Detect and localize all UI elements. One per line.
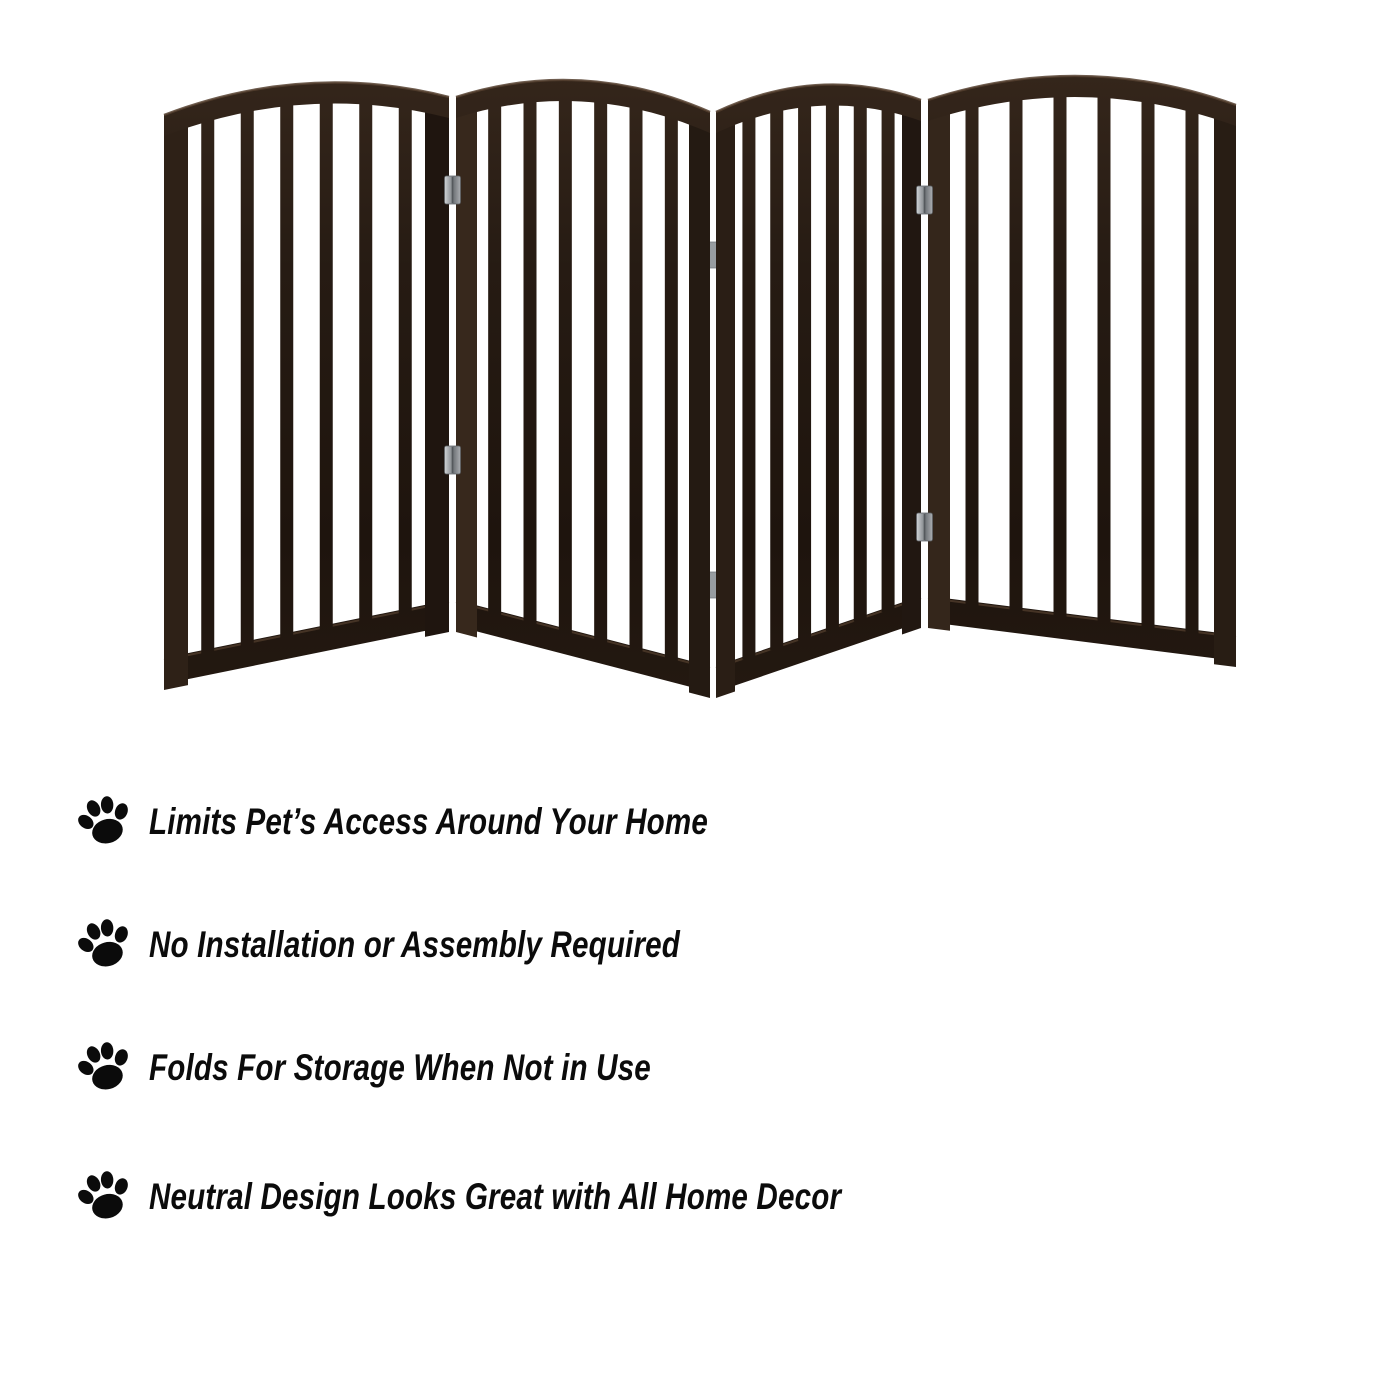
feature-item (78, 790, 848, 854)
feature-text: No Installation or Assembly Required (149, 924, 680, 965)
feature-item (78, 1036, 776, 1100)
feature-item (78, 913, 813, 977)
feature-text: Limits Pet’s Access Around Your Home (149, 801, 708, 842)
feature-item (78, 1165, 1014, 1229)
paw-icon (78, 1170, 132, 1224)
feature-text: Neutral Design Looks Great with All Home Decor (149, 1176, 842, 1217)
paw-icon (78, 918, 132, 972)
paw-icon (78, 1041, 132, 1095)
paw-icon (78, 795, 132, 849)
feature-text: Folds For Storage When Not in Use (149, 1047, 651, 1088)
